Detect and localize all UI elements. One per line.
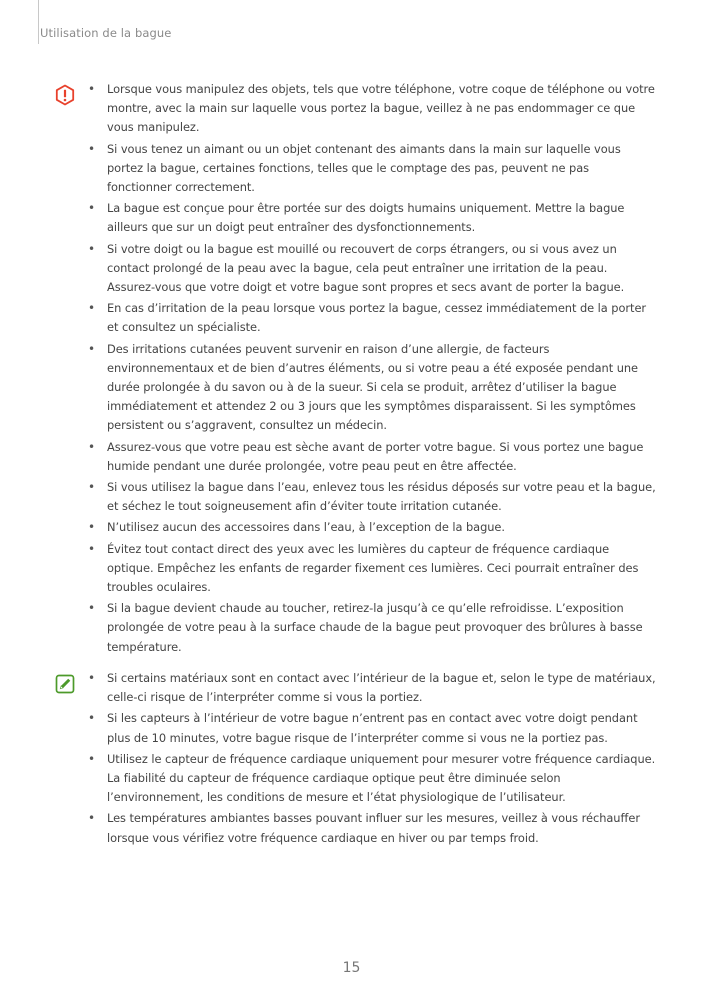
caution-item: • N’utilisez aucun des accessoires dans l’eau, à l’exception de la bague. [86, 518, 656, 537]
caution-item: • Si votre doigt ou la bague est mouillé ou recouvert de corps étrangers, ou si vous avez un contact prolongé de la peau avec la bague, cela peut entraîner une irritation de la peau. Assurez-vous que votre doigt et votre bague sont propres et secs avant de porter la bague. [86, 240, 656, 298]
caution-item: • En cas d’irritation de la peau lorsque vous portez la bague, cessez immédiatement de la porter et consultez un spécialiste. [86, 299, 656, 337]
page-header-title: Utilisation de la bague [40, 26, 172, 40]
note-item: • Les températures ambiantes basses pouvant influer sur les mesures, veillez à vous réchauffer lorsque vous vérifiez votre fréquence cardiaque en hiver ou par temps froid. [86, 809, 656, 847]
caution-item: • La bague est conçue pour être portée sur des doigts humains uniquement. Mettre la bague ailleurs que sur un doigt peut entraîner des dysfonctionnements. [86, 199, 656, 237]
caution-item: • Assurez-vous que votre peau est sèche avant de porter votre bague. Si vous portez une bague humide pendant une durée prolongée, votre peau peut en être affectée. [86, 438, 656, 476]
note-item: • Si les capteurs à l’intérieur de votre bague n’entrent pas en contact avec votre doigt pendant plus de 10 minutes, votre bague risque de l’interpréter comme si vous ne la portiez pas. [86, 709, 656, 747]
caution-item: • Si la bague devient chaude au toucher, retirez-la jusqu’à ce qu’elle refroidisse. L’exposition prolongée de votre peau à la surface chaude de la bague peut provoquer des brûlures à basse température. [86, 599, 656, 657]
caution-item: • Des irritations cutanées peuvent survenir en raison d’une allergie, de facteurs environnementaux et de bien d’autres éléments, ou si votre peau a été exposée pendant une durée prolongée à du savon ou à de la sueur. Si cela se produit, arrêtez d’utiliser la bague immédiatement et attendez 2 ou 3 jours que les symptômes disparaissent. Si les symptômes persistent ou s’aggravent, consultez un médecin. [86, 340, 656, 436]
note-item: • Si certains matériaux sont en contact avec l’intérieur de la bague et, selon le type de matériaux, celle-ci risque de l’interpréter comme si vous la portiez. [86, 669, 656, 707]
header-divider [38, 0, 39, 44]
note-list [86, 669, 656, 850]
caution-item: • Lorsque vous manipulez des objets, tels que votre téléphone, votre coque de téléphone ou votre montre, avec la main sur laquelle vous portez la bague, veillez à ne pas endommager ce que vous manipulez. [86, 80, 656, 138]
caution-list [86, 80, 656, 659]
caution-icon [54, 84, 76, 106]
caution-item: • Si vous utilisez la bague dans l’eau, enlevez tous les résidus déposés sur votre peau et la bague, et séchez le tout soigneusement afin d’éviter toute irritation cutanée. [86, 478, 656, 516]
note-item: • Utilisez le capteur de fréquence cardiaque uniquement pour mesurer votre fréquence cardiaque. La fiabilité du capteur de fréquence cardiaque optique peut être diminuée selon l’environnement, les conditions de mesure et l’état physiologique de l’utilisateur. [86, 750, 656, 808]
page-number: 15 [342, 960, 361, 976]
note-pencil-icon [54, 673, 76, 695]
caution-item: • Évitez tout contact direct des yeux avec les lumières du capteur de fréquence cardiaque optique. Empêchez les enfants de regarder fixement ces lumières. Ceci pourrait entraîner des troubles oculaires. [86, 540, 656, 598]
caution-item: • Si vous tenez un aimant ou un objet contenant des aimants dans la main sur laquelle vous portez la bague, certaines fonctions, telles que le comptage des pas, peuvent ne pas fonctionner correctement. [86, 140, 656, 198]
